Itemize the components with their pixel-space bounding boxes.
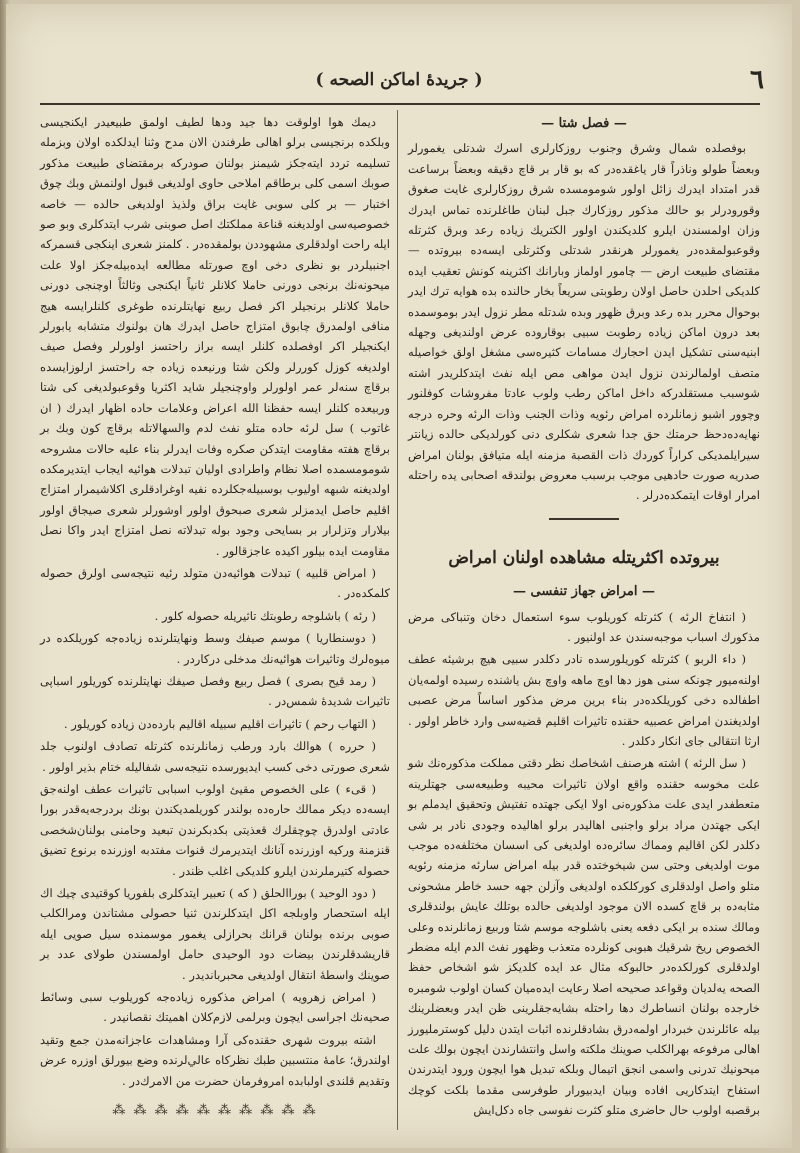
column-divider (397, 110, 398, 1130)
header-rule (40, 103, 760, 105)
paragraph-eye: ( رمد قيح بصرى ) فصل ربيع وفصل صيفك نهايتلرنده كوريلور اسباپى تاثيرات شديدهٔ شمس‌در . (40, 673, 390, 709)
paragraph-venereal: ( امراض زهرويه ) امراض مذكوره زياده‌جه كوريلوب سبى وسائط صحيه‌نك اجراسى ايچون وبرلمى لازم‌كلان اهميتك نقصانيدر . (40, 990, 390, 1025)
paragraph-womb: ( التهاب رحم ) تاثيرات اقليم سبيله اقاليم بارده‌دن زياده كوريلور . (63, 716, 376, 731)
page-header (34, 58, 764, 102)
paragraph-heart-diseases: ( امراض قلبيه ) تبدلات هوائيه‌دن متولد رئيه نتيجه‌سى اولرق حصوله كلمكده‌در . (40, 565, 390, 601)
ornament-divider: ⁂ ⁂ ⁂ ⁂ ⁂ ⁂ ⁂ ⁂ ⁂ ⁂ (112, 1103, 318, 1119)
right-column (408, 112, 760, 1123)
article-title: بيروتده اكثريتله مشاهده اولنان امراض (448, 547, 720, 568)
journal-title: ( جريدهٔ اماكن الصحه ) (315, 70, 483, 90)
section-heading-winter: — فصل شتا — (541, 116, 627, 131)
left-column (40, 112, 390, 1122)
paragraph-closing: اشته بيروت شهرى حقنده‌كى آرا ومشاهدات عاجزانه‌مدن جمع وتقيد اولندرق؛ عامهٔ منتسبين طبك نظر‌كاه عالي‌لرنده وضع بيورلق اوزره عرض وتقديم قلندى اولبابده امروفرمان حضرت من الامرك‌در . (40, 1032, 390, 1088)
paragraph-tuberculosis: ( سل الرئه ) اشته هرصنف اشخاصك نظر دقتى مملكت مذكوره‌نك شو علت مخوسه حقنده واقع اولان تاثيرات محيبه وطبيعه‌سى جهتلرينه متعطفدر ايدى علت مذكوره‌نى اولا ايكى جهتده تفتيش وتحقيق ايدملم بو ايكى جهتدن مراد برلو واجنبى اهاليدر برلو اهاليده وجودى نادر بر شى دكلدر لكن اقاليم ومماك سائره‌ده اولديغى كى اسسان مختلفه‌ده موجب موت اولديغى وحتى سن شيخوختده قدر بيله امراض سارئه مزمنه رئويه متلو واصل اولدقلرى كوركلكده اولديغى وآزلن جهه حسد خاطر مشحونى مثابه‌ده بر قاچ كسده الان موجود اولديغى حالده بوتلك عايش بولندقلرى ومالك سنده بر ايكى دفعه يعنى باشلوجه موسم شتا وربيع زمانلرنده وعلى الخصوص ريخ شرقيك هبوبى كونلرده متعذب وظهور نفث الدم ايله مضطر اولدقلرى كورلكده‌در حالبوكه مثال عد ايده كلديكز شو اشخاص حفظ الصحه يه‌لديان وقواعد صحيحه اصلا رعايت ايده‌ميان كسان اولوب شومبره خارجده بولنان انساطرك دها راحتله بشايه‌جقلرينى ظن ايدر وبعضلرينك بيله عائلرندن خبردار اولمه‌درق بشادقلرنده اثبات ايتدن دليل كوسترمليورز اهالى مرفوعه بهرالكلب صوينك ملكته واسل وانتشارندن ايچون بولك علت ميحونيك تدرنى واسمى انجق اتيمال وبلكه تبديل هوا ايچون ورود ايتدرندن استفاح ايتدكاريى افاده وبيان ايدبيورار طوفرسى مقدما بلكت كوچك برقصبه اولوب حال حاضرى متلو كثرت نفوسى جاه دكل‌ايش (408, 756, 760, 1118)
paragraph-asthma: ( داء الربو ) كثرتله كوريلورسده نادر دكلدر سبيى هيچ برشيئه عطف اولنه‌ميور چونكه سنى هوز دها اوچ ماهه واوچ بش ياشنده رسيده اولمه‌يان اطفالده دخى كوريلكده‌در بناء برين مرض مذكور اساساً مرض عصبى اولديغندن امراض عصبيه حقنده تاثيرات اقليم قضيه‌سى وارد خاطر اولور . ارثا انتقالى جاى انكار دكلدر . (408, 652, 760, 748)
paragraph-dysentery: ( دوسنطاريا ) موسم صيفك وسط ونهايتلرنده زياده‌جه كوريلكده در ميوه‌لرك وتاثيرات هوائيه‌نك مدخلى دركاردر . (40, 631, 390, 666)
paragraph-vomiting: ( قىء ) على الخصوص مقيئ اولوب اسبابى تاثيرات عطف اولنه‌جق ايسه‌ده ديكر ممالك حاره‌ده بولندر كوريلمديكندن بونك بردرجه‌يه‌قدر بورا عادتى اولدرق چوچقلرك قعذيتى بكدبكرندن تبعيد وحامنى بولنان‌شخصى قنزمنة وركيه اوزرنده آنانك ايتديرمرك قنوات مفتدبه اوزرنده برنوع تضيق حصوله كتيرملرندن ايلرو كلديكى اغلب ظندر . (40, 782, 390, 878)
paragraph-measles: ( حرره ) هوالك بارد ورطب زمانلرنده كثرتله تصادف اولنوب جلد شعرى صورتى دخى كسب ايديورسده نتيجه‌سى شفاليله ختام بذير اولور . (40, 739, 390, 774)
paragraph-emphysema: ( انتفاخ الرئه ) كثرتله كوريلوب سوء استعمال دخان وتنباكى مرض مذكورك اسباب موجبه‌سندن عد اولنيور . (408, 609, 760, 644)
section-separator (549, 518, 619, 520)
paragraph-lung: ( رئه ) باشلوجه رطوبتك تاثيريله حصوله كلور . (154, 608, 376, 623)
winter-paragraph: بوفصلده شمال وشرق وجنوب روزكارلرى اسرك شدتلى يغمورلر وبعضاً طولو وناذراً قار ياغقده‌در كه بو قار بر قاچ دقيقه وبعضاً برساعت قدر امتداد ايدرك زائل اولور شومومسده شرق روزكارلرى غايت صغوق وقورودرلر بو حالك مذكور روزكارك جبل لبنان طاغلرنده تماس ايدرك وزان اولمسندن ايلرو كلديكندن اولور الكتريك زياده رعد وبرق كثرتله وقوعبولمقده‌در يغمورلر هرنقدر شدتلى وكثرتلى ايسه‌ده بيروتده — مقتضاى طبيعت ارض — چامور اولماز وبارانك اكثرينه كونش تعقيب ايده كلديكى احلدن حاصل اولان رطوبتى سريعاً بخار حالنده بده هوايه ترك ايدر بوحوال محرر بده رعد وبرق ظهور وبده شدتله مطر نزول ايدر بوموسمده بعد درون اماكن زياده رطوبت سبيى بوقاروده عرض اولنديغى وجهله ابنيه‌سنى تشكيل ايدن احجارك مسامات كثيره‌سى مشغل اولق خواصيله متصف اولمالرندن نزول ايدن مواهى مص ايله نفث ايتدكلريدر اشته شوسبب مستقلدركه داخل اماكن رطب ولوب عادتا مفروشات كوفلنور وچوور اشبو زمانلرده امراض رئويه وذات الجنب وذات الرئه وحره درجه نهايه‌ده‌دحظ حرمتك حق جدا شعرى شكلرى دنى كورلديكى حالده زيانتر سيرايلمديكى كراراً كوردك ذات القصبة مزمنه ايله متيافق بولنان امراض صدريه صورت حادهيى موجب برسبب معروض بولندقه اصحابى يده راحتله امرار اوقات ايتمكده‌درلر . (408, 141, 760, 503)
paragraph-worms: ( دود الوحيد ) بوراالحلق ( كه ) تعبير ايتدكلرى بلفوريا كوقتيدى چيك اك ايله استحصار واوبلجه اكل ايتدكلرندن ثنيا حصولى مشتاندن ومرالكلب صوبى برنده بولنان قرانك بحرازلى يغمور موسمنده سيل صويى ايله قاريشدقلرندن بيضات دود الوحيدى حامل اولمسندن طولاى عدد بر صوينك واسطهٔ انتقال اولديغى محبربانديدر . (40, 886, 390, 982)
paragraph-climate: ديمك هوا اولوقت دها جيد ودها لطيف اولمق طبيعيدر ايكنجيسى وبلكده برنجيسى برلو اهالى طرفندن الان مدح وثنا ايدلكده اولان وبزمله تسليمه تردد ايته‌جكز شيمنز بولنان صودركه برمقتضاى طبيعت مذكور صوبك اسمى كلى برطاقم املاحى حاوى اولديغى قبول اولنمش وبك چوق اختبار — بر كلى سوبى غايت براق ولذيذ اولديغى حالده — خاصه خصوصيه‌سى اولديغنه قناعة مملكتك اصل صوبنى شرب ايتدكلرى وبو صو ايله راحت اولدقلرى مشهوددن بولمقده‌در . كلمنز شعرى اينكجى قسمركه اجنبيلردر بو نظرى دخى اوچ صورتله مطالعه ايده‌بيله‌جكز اولا علت ميحونه‌نك برنجى دورنى حاملا كلانلر ثانياً ايكنجى وثالثاً اوچنجى دورنى حاملا كلانلر برنجيلر اكر فصل ربيع نهايتلرنده طوغرى كلنلرايسه هيج منافى اولمدرق چابوق امتزاج حاصل ايدرك هان بولنوك متشابه يابورلر ايكنجيلر اكر اوفصلده كلنلر ايسه براز راحتسز اولورلر وفصل صيف اولديغه كوزل كوررلر ولكن شتا ورنيعده زياده جه راحتسز ارلوزايسده برقاچ سنه‌لر عمر اولورلر واوچنجيلر شايد اكثريا وقوعبولديغى كى شتا وربيعده كلنلر ايسه حفظنا الله اعراض وعلامات حاده اظهار ايدرك ( ان غاتوب ) سل لرئه حاده متلو نفث لدم والسهالاتله برقاچ كون وبك بر برقاچ هفته مقاومت ايتدكن صكره وفات ايدرلر بناء عليه حالات مشروحه شومومسمده اصلا نظام واطرادى اوليان تبدلات هوائيه ايجاب ايتديرمكده اولديغنه شبهه اوليوب بوسبيله‌جكلرده نفيه اوغرادقلرى اكلاشيمرار امتزاج اقليم حاصل ايدمزلر شعرى صبحوق اولور اوشورلر شعرى صيجاق اولور بيلارار وتزلرار بر بسايحى وجود بوله تبدلاته نصل امتزاج ايدر واكا نصل مقاومت ايده بيلور اكيده عاجزقالور . (40, 115, 390, 558)
subsection-heading-respiratory: — امراض جهاز تنفسى — (513, 584, 655, 600)
page-number: ٦ (750, 65, 764, 95)
